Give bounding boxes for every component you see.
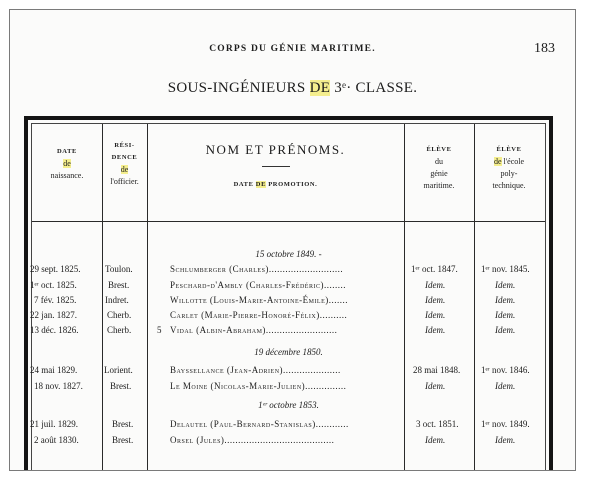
eleve-poly-cell: Idem.	[495, 435, 516, 445]
table-frame	[24, 116, 553, 471]
running-head: CORPS DU GÉNIE MARITIME.	[209, 44, 376, 54]
residence-cell: Brest.	[112, 435, 134, 445]
row-number-cell: 5	[157, 325, 162, 335]
birth-date-cell: 29 sept. 1825.	[30, 264, 81, 274]
eleve-genie-cell: Idem.	[425, 295, 446, 305]
residence-cell: Cherb.	[107, 325, 132, 335]
officer-name-cell: Delautel (Paul-Bernard-Stanislas)............	[170, 419, 349, 429]
eleve-genie-cell: 3 oct. 1851.	[416, 419, 459, 429]
officer-name-cell: Peschard-d'Ambly (Charles-Frédéric)........	[170, 280, 346, 290]
header-name-rule	[262, 166, 290, 167]
promotion-group-heading: 1ᵉʳ octobre 1853.	[258, 400, 319, 410]
officer-name-cell: Schlumberger (Charles)...........................	[170, 264, 344, 274]
birth-date-cell: 1ᵉʳ oct. 1825.	[30, 280, 77, 290]
header-eleve-genie-maritime: ÉLÈVE du génie maritime.	[423, 146, 455, 190]
officer-name-cell: Carlet (Marie-Pierre-Honoré-Félix)..........	[170, 310, 348, 320]
eleve-poly-cell: 1ᵉʳ nov. 1846.	[481, 365, 530, 375]
residence-cell: Cherb.	[107, 310, 132, 320]
eleve-genie-cell: Idem.	[425, 280, 446, 290]
eleve-genie-cell: 28 mai 1848.	[413, 365, 461, 375]
birth-date-cell: 24 mai 1829.	[30, 365, 78, 375]
header-promotion-date: DATE DE PROMOTION.	[233, 181, 318, 188]
section-title-post: 3ᵉ· CLASSE.	[330, 80, 418, 96]
officer-name-cell: Le Moine (Nicolas-Marie-Julien)...............	[170, 381, 347, 391]
eleve-genie-cell: 1ᵉʳ oct. 1847.	[411, 264, 458, 274]
eleve-poly-cell: 1ᵉʳ nov. 1849.	[481, 419, 530, 429]
eleve-genie-cell: Idem.	[425, 310, 446, 320]
birth-date-cell: 21 juil. 1829.	[30, 419, 79, 429]
birth-date-cell: 18 nov. 1827.	[34, 381, 83, 391]
officer-name-cell: Orsel (Jules)........................................	[170, 435, 335, 445]
eleve-poly-cell: Idem.	[495, 280, 516, 290]
eleve-poly-cell: Idem.	[495, 325, 516, 335]
officer-name-cell: Vidal (Albin-Abraham)..........................	[170, 325, 338, 335]
eleve-genie-cell: Idem.	[425, 381, 446, 391]
birth-date-cell: 13 déc. 1826.	[30, 325, 79, 335]
birth-date-cell: 2 août 1830.	[34, 435, 79, 445]
header-name-title: NOM ET PRÉNOMS.	[205, 142, 346, 157]
residence-cell: Lorient.	[104, 365, 133, 375]
residence-cell: Indret.	[105, 295, 129, 305]
eleve-genie-cell: Idem.	[425, 435, 446, 445]
header-eleve-polytechnique: ÉLÈVE de l'école poly- technique.	[492, 146, 526, 190]
header-name	[147, 144, 404, 191]
eleve-poly-cell: 1ᵉʳ nov. 1845.	[481, 264, 530, 274]
residence-cell: Brest.	[110, 381, 132, 391]
header-residence: RÉSI- DENCE de l'officier.	[110, 142, 139, 186]
officer-name-cell: Willotte (Louis-Marie-Antoine-Émile).......	[170, 295, 349, 305]
birth-date-cell: 7 fév. 1825.	[34, 295, 77, 305]
document-page	[9, 9, 576, 471]
eleve-poly-cell: Idem.	[495, 295, 516, 305]
officer-name-cell: Bayssellance (Jean-Adrien).....................	[170, 365, 341, 375]
section-title-highlight: DE	[309, 80, 331, 96]
header-rule	[32, 221, 545, 222]
birth-date-cell: 22 jan. 1827.	[30, 310, 77, 320]
officer-table	[31, 123, 546, 471]
residence-cell: Brest.	[112, 419, 134, 429]
section-title-pre: SOUS-INGÉNIEURS	[167, 80, 310, 96]
residence-cell: Toulon.	[105, 264, 133, 274]
section-title	[10, 80, 575, 97]
eleve-genie-cell: Idem.	[425, 325, 446, 335]
promotion-group-heading: 15 octobre 1849. -	[255, 249, 322, 259]
eleve-poly-cell: Idem.	[495, 310, 516, 320]
promotion-group-heading: 19 décembre 1850.	[254, 347, 323, 357]
page-number: 183	[534, 41, 555, 56]
header-birth-date: DATE de naissance.	[50, 148, 84, 180]
residence-cell: Brest.	[108, 280, 130, 290]
eleve-poly-cell: Idem.	[495, 381, 516, 391]
